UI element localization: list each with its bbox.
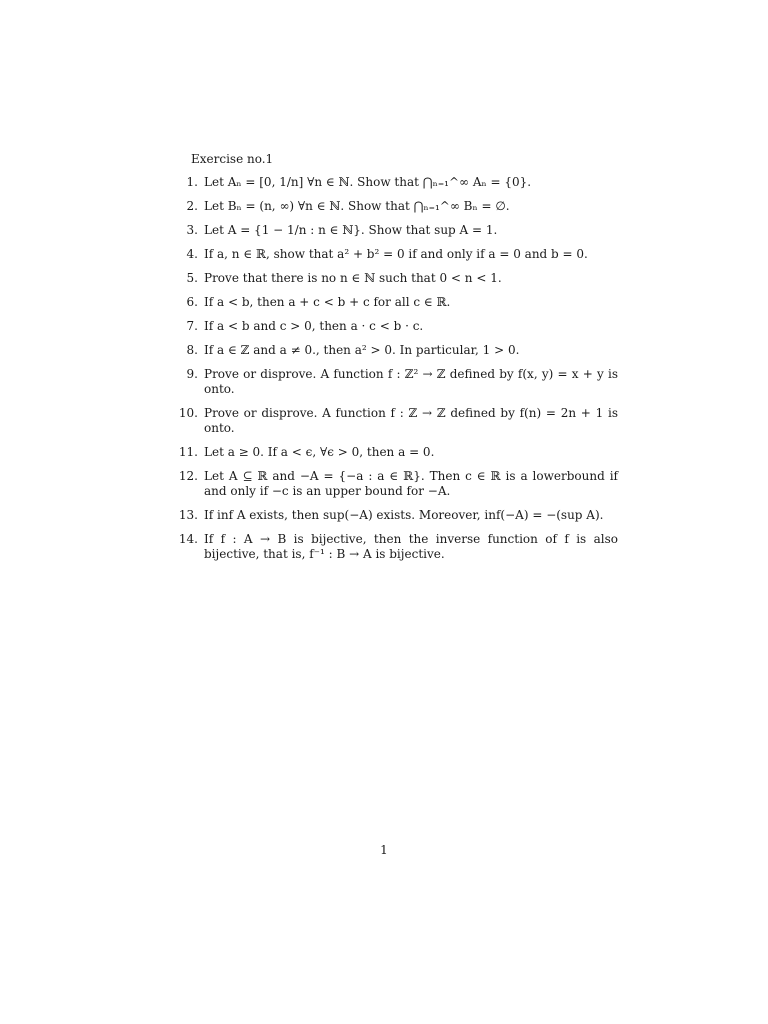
exercise-item [172,295,618,310]
exercise-item [172,343,618,358]
exercise-item [172,271,618,286]
exercise-item [172,508,618,523]
exercise-number: 12. [178,469,198,483]
exercise-number: 11. [178,445,198,459]
exercise-text: If inf A exists, then sup(−A) exists. Moreover, inf(−A) = −(sup A). [204,508,604,522]
exercise-text: If a < b, then a + c < b + c for all c ∈ ℝ. [204,295,451,309]
exercise-number: 3. [186,223,198,237]
exercise-item [172,247,618,262]
exercise-text: Prove or disprove. A function f : ℤ² → ℤ defined by f(x, y) = x + y is onto. [204,367,618,396]
exercise-item [172,223,618,238]
exercise-item [172,319,618,334]
exercise-item [172,445,618,460]
exercise-text: If a ∈ ℤ and a ≠ 0., then a² > 0. In particular, 1 > 0. [204,343,520,357]
exercise-item [172,469,618,499]
exercise-number: 9. [186,367,198,381]
exercise-number: 5. [186,271,198,285]
exercise-text: Prove or disprove. A function f : ℤ → ℤ defined by f(n) = 2n + 1 is onto. [204,406,618,435]
exercise-item [172,532,618,562]
exercise-number: 4. [186,247,198,261]
exercise-list [172,175,618,571]
exercise-text: If f : A → B is bijective, then the inverse function of f is also bijective, that is, f⁻¹ : B → A is bijective. [204,532,618,561]
exercise-item [172,367,618,397]
exercise-number: 6. [186,295,198,309]
exercise-text: Let a ≥ 0. If a < ϵ, ∀ϵ > 0, then a = 0. [204,445,435,459]
page-number: 1 [380,843,388,857]
exercise-number: 13. [178,508,198,522]
exercise-number: 2. [186,199,198,213]
exercise-text: Let Bₙ = (n, ∞) ∀n ∈ ℕ. Show that ⋂ₙ₌₁^∞ Bₙ = ∅. [204,199,510,213]
exercise-item [172,199,618,214]
exercise-text: Let Aₙ = [0, 1/n] ∀n ∈ ℕ. Show that ⋂ₙ₌₁^∞ Aₙ = {0}. [204,175,532,189]
exercise-text: Prove that there is no n ∈ ℕ such that 0 < n < 1. [204,271,502,285]
exercise-item [172,406,618,436]
exercise-number: 7. [186,319,198,333]
exercise-number: 8. [186,343,198,357]
exercise-text: If a < b and c > 0, then a · c < b · c. [204,319,424,333]
exercise-text: Let A = {1 − 1/n : n ∈ ℕ}. Show that sup A = 1. [204,223,498,237]
exercise-item [172,175,618,190]
exercise-number: 14. [178,532,198,546]
exercise-number: 1. [186,175,198,189]
exercise-number: 10. [178,406,198,420]
exercise-text: If a, n ∈ ℝ, show that a² + b² = 0 if and only if a = 0 and b = 0. [204,247,588,261]
exercise-text: Let A ⊆ ℝ and −A = {−a : a ∈ ℝ}. Then c ∈ ℝ is a lowerbound if and only if −c is an upper bound for −A. [204,469,618,498]
exercise-heading: Exercise no.1 [191,152,274,166]
